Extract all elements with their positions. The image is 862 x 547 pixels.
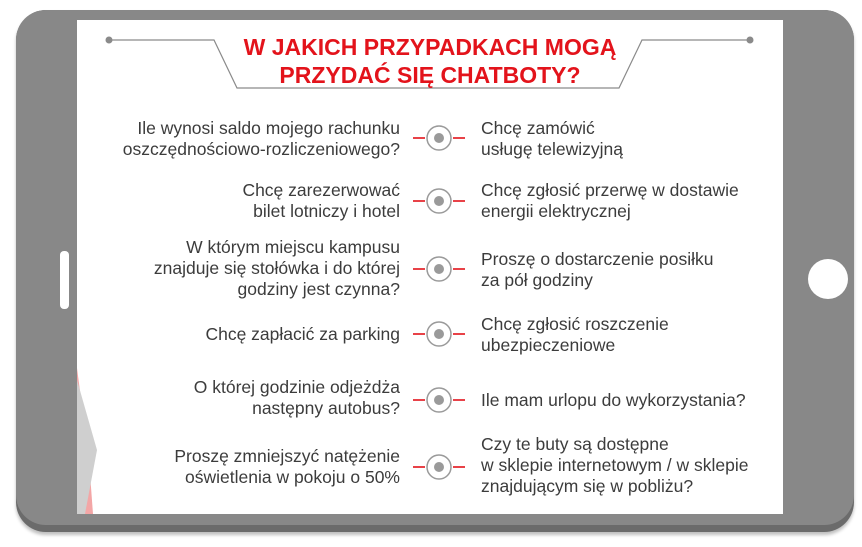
right-question-6 <box>481 434 748 497</box>
connector-4 <box>407 319 471 349</box>
left-question-3-line-1: W którym miejscu kampusu <box>186 237 400 257</box>
left-question-2-line-2: bilet lotniczy i hotel <box>253 201 400 221</box>
right-question-1 <box>481 118 623 160</box>
right-question-4-line-1: Chcę zgłosić roszczenie <box>481 314 669 334</box>
connector-dot-icon <box>434 395 444 405</box>
right-question-4 <box>481 314 669 356</box>
right-question-1-line-2: usługę telewizyjną <box>481 139 624 159</box>
right-question-3-line-1: Proszę o dostarczenie posiłku <box>481 249 714 269</box>
right-question-5-line-1: Ile mam urlopu do wykorzystania? <box>481 390 746 410</box>
right-question-3-line-2: za pół godziny <box>481 270 593 290</box>
left-question-5-line-2: następny autobus? <box>252 398 400 418</box>
right-question-2-line-1: Chcę zgłosić przerwę w dostawie <box>481 180 739 200</box>
left-question-1-line-1: Ile wynosi saldo mojego rachunku <box>137 118 400 138</box>
connector-1 <box>407 123 471 153</box>
left-question-3-line-3: godziny jest czynna? <box>237 279 400 299</box>
right-question-1-line-1: Chcę zamówić <box>481 118 595 138</box>
tablet-screen <box>77 20 783 514</box>
left-question-6-line-2: oświetlenia w pokoju o 50% <box>185 467 400 487</box>
left-question-6-line-1: Proszę zmniejszyć natężenie <box>174 446 400 466</box>
connector-2 <box>407 186 471 216</box>
right-question-2 <box>481 180 739 222</box>
left-question-3-line-2: znajduje się stołówka i do której <box>153 258 400 278</box>
left-question-1 <box>123 118 400 160</box>
right-question-3 <box>481 249 713 291</box>
page-title <box>77 33 783 89</box>
left-question-5-line-1: O której godzinie odjeżdża <box>193 377 400 397</box>
left-question-6 <box>174 446 400 488</box>
connector-3 <box>407 254 471 284</box>
right-question-5 <box>481 390 746 411</box>
right-question-6-line-1: Czy te buty są dostępne <box>481 434 669 454</box>
connector-dot-icon <box>434 133 444 143</box>
connector-dot-icon <box>434 196 444 206</box>
right-question-6-line-3: znajdującym się w pobliżu? <box>481 476 694 496</box>
left-question-3 <box>154 237 400 300</box>
connector-5 <box>407 385 471 415</box>
title-line-2: PRZYDAĆ SIĘ CHATBOTY? <box>279 62 581 88</box>
left-question-4 <box>205 324 400 345</box>
title-line-1: W JAKICH PRZYPADKACH MOGĄ <box>243 34 617 60</box>
decor-grey-shape <box>77 380 97 514</box>
right-question-6-line-2: w sklepie internetowym / w sklepie <box>481 455 749 475</box>
left-question-1-line-2: oszczędnościowo-rozliczeniowego? <box>122 139 400 159</box>
connector-dot-icon <box>434 462 444 472</box>
right-question-4-line-2: ubezpieczeniowe <box>481 335 616 355</box>
tablet-home-button[interactable] <box>808 259 848 299</box>
left-question-5 <box>194 377 400 419</box>
left-question-2-line-1: Chcę zarezerwować <box>242 180 400 200</box>
connector-dot-icon <box>434 264 444 274</box>
left-question-4-line-1: Chcę zapłacić za parking <box>205 324 400 344</box>
connector-6 <box>407 452 471 482</box>
tablet-side-slot <box>60 251 69 309</box>
connector-dot-icon <box>434 329 444 339</box>
right-question-2-line-2: energii elektrycznej <box>481 201 631 221</box>
left-question-2 <box>242 180 400 222</box>
